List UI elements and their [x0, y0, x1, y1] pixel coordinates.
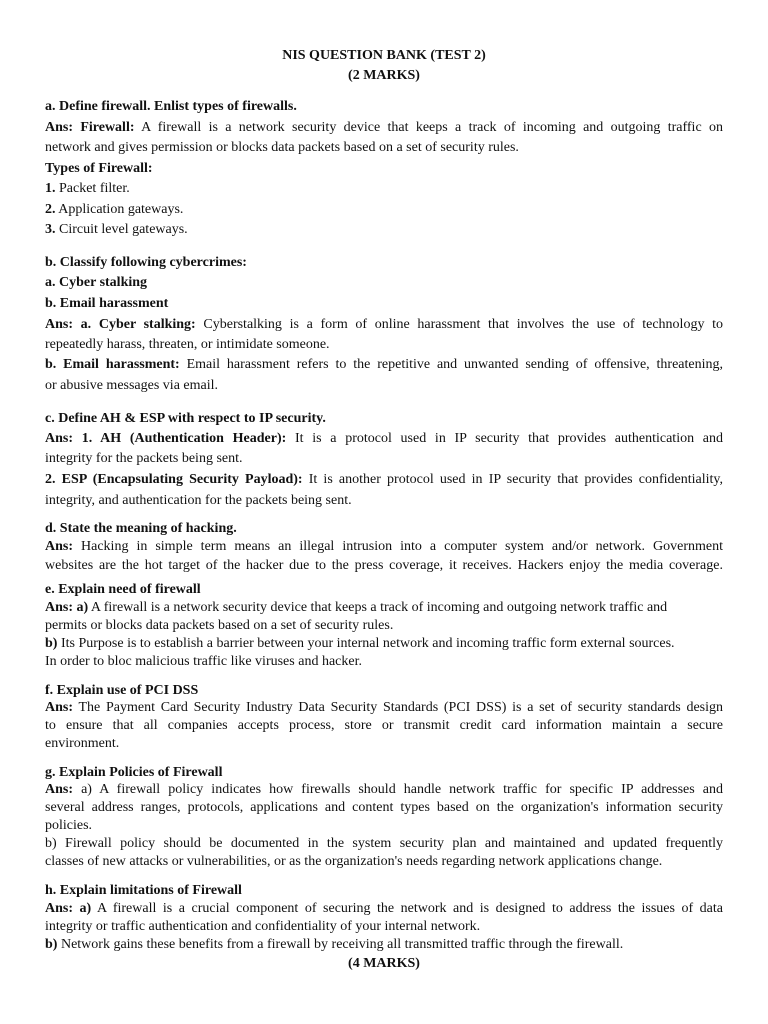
answer-e-line: Ans: a) A firewall is a network security device that keeps a track of incoming and outgoing network traffic and	[45, 600, 668, 615]
answer-g-line: several address ranges, protocols, applications and content types based on the organization's information security	[45, 800, 723, 815]
list-item: 3. Circuit level gateways.	[45, 222, 188, 237]
answer-c-line: integrity for the packets being sent.	[45, 451, 243, 466]
answer-f-line: environment.	[45, 736, 120, 751]
answer-b-line: b. Email harassment: Email harassment refers to the repetitive and unwanted sending of offensive, threatening,	[45, 357, 723, 372]
answer-b-line: repeatedly harass, threaten, or intimidate someone.	[45, 337, 330, 352]
answer-c-line: 2. ESP (Encapsulating Security Payload): It is another protocol used in IP security that provides confidentiality,	[45, 472, 724, 487]
answer-c-line: integrity, and authentication for the packets being sent.	[45, 493, 352, 508]
question-b: b. Classify following cybercrimes:	[45, 255, 247, 270]
question-g: g. Explain Policies of Firewall	[45, 765, 223, 780]
question-a: a. Define firewall. Enlist types of firewalls.	[45, 99, 297, 114]
question-b-sub: b. Email harassment	[45, 296, 169, 311]
section-heading-4-marks: (4 MARKS)	[348, 956, 420, 971]
answer-h-line: integrity or traffic authentication and confidentiality of your internal network.	[45, 919, 481, 934]
question-f: f. Explain use of PCI DSS	[45, 683, 199, 698]
answer-f-line: to ensure that all companies accepts process, store or transmit credit card information maintain a secure	[45, 718, 723, 733]
answer-e-line: permits or blocks data packets based on a set of security rules.	[45, 618, 394, 633]
answer-d-line: websites are the hot target of the hacker due to the press coverage, it receives. Hackers enjoy the media coverage.	[45, 558, 723, 573]
types-heading: Types of Firewall:	[45, 161, 153, 176]
answer-h-line: Ans: a) A firewall is a crucial component of securing the network and is designed to address the issues of data	[45, 901, 723, 916]
answer-g-line: Ans: a) A firewall policy indicates how firewalls should handle network traffic for specific IP addresses and	[45, 782, 723, 797]
answer-e-line: In order to bloc malicious traffic like viruses and hacker.	[45, 654, 362, 669]
question-d: d. State the meaning of hacking.	[45, 521, 237, 536]
answer-d-line: Ans: Hacking in simple term means an illegal intrusion into a computer system and/or network. Government	[45, 539, 723, 554]
section-heading-2-marks: (2 MARKS)	[348, 68, 420, 83]
question-c: c. Define AH & ESP with respect to IP security.	[45, 411, 326, 426]
answer-e-line: b) Its Purpose is to establish a barrier between your internal network and incoming traffic form external sources.	[45, 636, 675, 651]
answer-h-line: b) Network gains these benefits from a firewall by receiving all transmitted traffic through the firewall.	[45, 937, 624, 952]
answer-b-line: or abusive messages via email.	[45, 378, 219, 393]
answer-g-line: b) Firewall policy should be documented in the system security plan and maintained and updated frequently	[45, 836, 723, 851]
list-item: 1. Packet filter.	[45, 181, 130, 196]
answer-f-line: Ans: The Payment Card Security Industry Data Security Standards (PCI DSS) is a set of security standards design	[45, 700, 723, 715]
question-h: h. Explain limitations of Firewall	[45, 883, 242, 898]
list-item: 2. Application gateways.	[45, 202, 184, 217]
answer-g-line: policies.	[45, 818, 93, 833]
answer-c-line: Ans: 1. AH (Authentication Header): It is a protocol used in IP security that provides authentication and	[45, 431, 723, 446]
page-title: NIS QUESTION BANK (TEST 2)	[282, 48, 486, 63]
answer-g-line: classes of new attacks or vulnerabilities, or as the organization's needs regarding network applications change.	[45, 854, 663, 869]
question-b-sub: a. Cyber stalking	[45, 275, 148, 290]
answer-a-line: Ans: Firewall: A firewall is a network security device that keeps a track of incoming and outgoing traffic on	[45, 120, 723, 135]
answer-a-line: network and gives permission or blocks data packets based on a set of security rules.	[45, 140, 519, 155]
answer-b-line: Ans: a. Cyber stalking: Cyberstalking is a form of online harassment that involves the use of technology to	[45, 317, 724, 332]
question-e: e. Explain need of firewall	[45, 582, 201, 597]
